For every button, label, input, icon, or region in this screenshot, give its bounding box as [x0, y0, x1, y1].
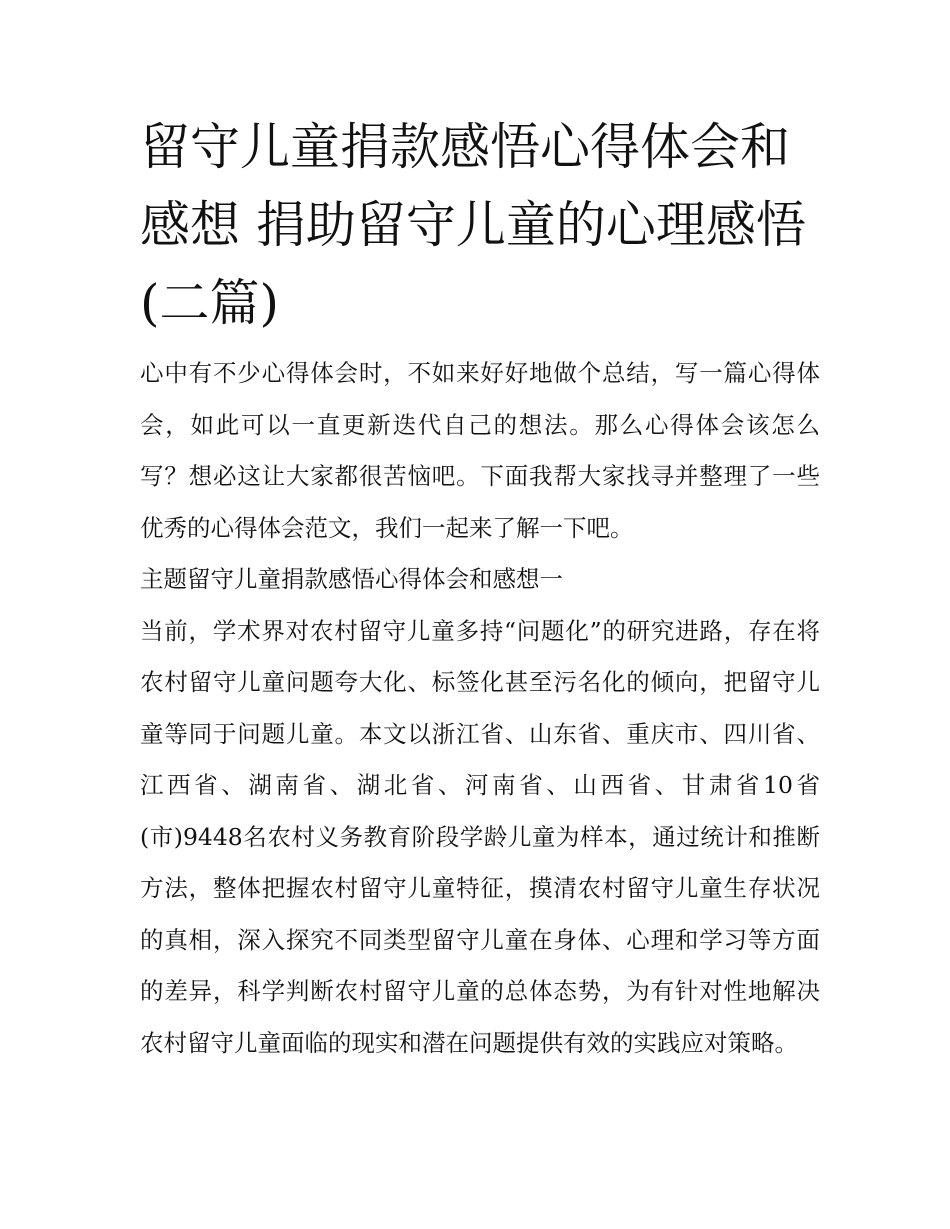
document-content [140, 348, 820, 1069]
body-paragraph: 当前，学术界对农村留守儿童多持“问题化”的研究进路，存在将农村留守儿童问题夸大化、标签化甚至污名化的倾向，把留守儿童等同于问题儿童。本文以浙江省、山东省、重庆市、四川省、江西省、湖南省、湖北省、河南省、山西省、甘肃省10省(市)9448名农村义务教育阶段学龄儿童为样本，通过统计和推断方法，整体把握农村留守儿童特征，摸清农村留守儿童生存状况的真相，深入探究不同类型留守儿童在身体、心理和学习等方面的差异，科学判断农村留守儿童的总体态势，为有针对性地解决农村留守儿童面临的现实和潜在问题提供有效的实践应对策略。 [140, 616, 820, 1057]
intro-paragraph: 心中有不少心得体会时，不如来好好地做个总结，写一篇心得体会，如此可以一直更新迭代自己的想法。那么心得体会该怎么写？想必这让大家都很苦恼吧。下面我帮大家找寻并整理了一些优秀的心得体会范文，我们一起来了解一下吧。 [140, 359, 820, 542]
document-page [140, 108, 820, 1069]
section-heading: 主题留守儿童捐款感悟心得体会和感想一 [140, 565, 563, 593]
document-title: 留守儿童捐款感悟心得体会和 感想 捐助留守儿童的心理感悟 (二篇) [140, 118, 806, 332]
